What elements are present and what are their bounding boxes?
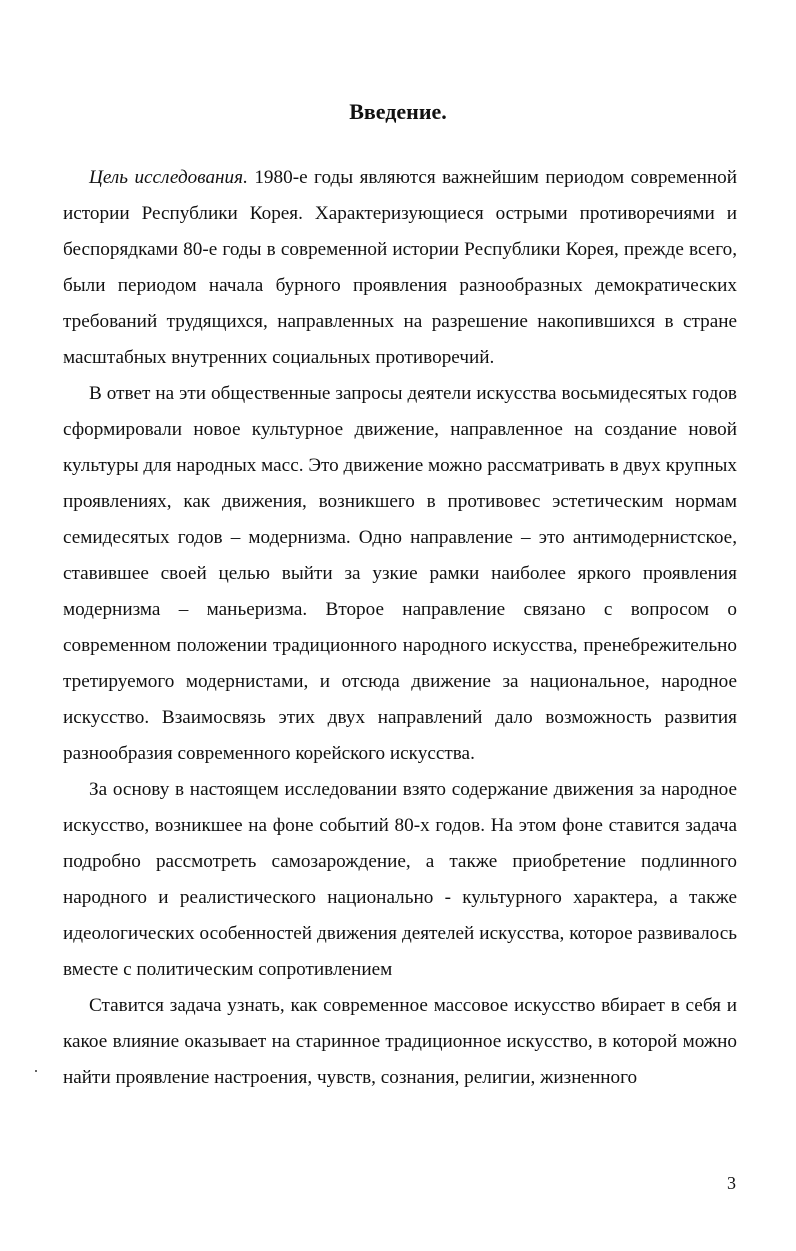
paragraph-research-goal: [63, 160, 737, 376]
scan-speck: [35, 1070, 37, 1072]
paragraph-research-basis: За основу в настоящем исследовании взято содержание движения за народное искусство, возникшее на фоне событий 80-х годов. На этом фоне ставится задача подробно рассмотреть самозарождение, а также приобретение подлинного народного и реалистического национально - культурного характера, а также идеологических особенностей движения деятелей искусства, которое развивалось вместе с политическим сопротивлением: [63, 779, 737, 980]
paragraph-research-task: Ставится задача узнать, как современное массовое искусство вбирает в себя и какое влияние оказывает на старинное традиционное искусство, в которой можно найти проявление настроения, чувств, сознания, религии, жизненного: [63, 995, 737, 1088]
paragraph-lead-italic: Цель исследования.: [89, 167, 248, 188]
paragraph-cultural-movement: В ответ на эти общественные запросы деятели искусства восьмидесятых годов сформировали новое культурное движение, направленное на создание новой культуры для народных масс. Это движение можно рассматривать в двух крупных проявлениях, как движения, возникшего в противовес эстетическим нормам семидесятых годов – модернизма. Одно направление – это антимодернистское, ставившее своей целью выйти за узкие рамки наиболее яркого проявления модернизма – маньеризма. Второе направление связано с вопросом о современном положении традиционного народного искусства, пренебрежительно третируемого модернистами, и отсюда движение за национальное, народное искусство. Взаимосвязь этих двух направлений дало возможность развития разнообразия современного корейского искусства.: [63, 383, 737, 764]
page-number: 3: [727, 1173, 736, 1193]
document-body: [63, 160, 737, 1096]
page-title: Введение.: [349, 99, 447, 124]
paragraph-text: 1980-е годы являются важнейшим периодом современной истории Республики Корея. Характеризующиеся острыми противоречиями и беспорядками 80-е годы в современной истории Республики Корея, прежде всего, были периодом начала бурного проявления разнообразных демократических требований трудящихся, направленных на разрешение накопившихся в стране масштабных внутренних социальных противоречий.: [63, 167, 737, 368]
